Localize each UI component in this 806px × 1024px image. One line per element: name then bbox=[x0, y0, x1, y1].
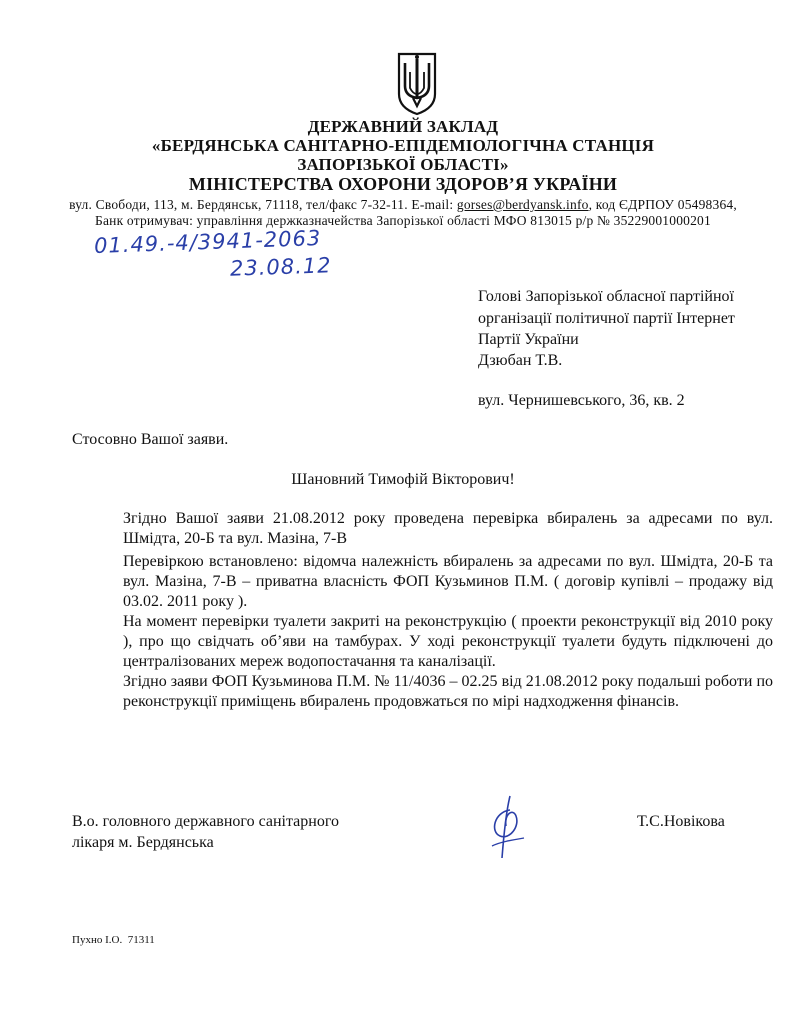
executor-name: Пухно І.О. bbox=[72, 934, 123, 946]
signatory-title-line-1: В.о. головного державного санітарного bbox=[72, 813, 339, 830]
paragraph-1 bbox=[85, 509, 773, 549]
paragraph-3 bbox=[85, 612, 773, 672]
recipient-line-3: Партії України bbox=[478, 331, 579, 348]
executor-line bbox=[72, 934, 155, 946]
paragraph-4 bbox=[85, 672, 773, 712]
registration-date: 23.08.12 bbox=[229, 253, 332, 281]
institution-type: ДЕРЖАВНИЙ ЗАКЛАД bbox=[307, 117, 499, 136]
signatory-title-line-2: лікаря м. Бердянська bbox=[72, 834, 214, 851]
recipient-name: Дзюбан Т.В. bbox=[478, 352, 563, 369]
subject-line: Стосовно Вашої заяви. bbox=[72, 431, 229, 448]
institution-name: «БЕРДЯНСЬКА САНІТАРНО-ЕПІДЕМІОЛОГІЧНА СТАНЦІЯ bbox=[151, 136, 655, 155]
paragraph-1-text: Згідно Вашої заяви 21.08.2012 року проведена перевірка вбиралень за адресами по вул. Шмідта, 20-Б та вул. Мазіна, 7-В bbox=[123, 510, 773, 547]
salutation: Шановний Тимофій Вікторович! bbox=[291, 471, 515, 488]
signatory-name: Т.С.Новікова bbox=[637, 813, 725, 830]
paragraph-2 bbox=[85, 552, 773, 612]
email-link[interactable]: gorses@berdyansk.info bbox=[456, 197, 589, 212]
paragraph-3-text: На момент перевірки туалети закриті на реконструкцію ( проекти реконструкції від 2010 року ), про що свідчать об’яви на тамбурах. У ході реконструкції туалети будуть підключені до централізованих мереж водопостачання та каналізації. bbox=[123, 613, 773, 670]
recipient-line-2: організації політичної партії Інтернет bbox=[478, 310, 735, 327]
paragraph-4-text: Згідно заяви ФОП Кузьминова П.М. № 11/4036 – 02.25 від 21.08.2012 року подальші роботи по реконструкції приміщень вбиралень продовжаться по мірі надходження фінансів. bbox=[123, 673, 773, 710]
executor-phone: 71311 bbox=[127, 934, 155, 946]
trident-coat-of-arms-icon bbox=[395, 50, 439, 116]
paragraph-2-text: Перевіркою встановлено: відомча належність вбиралень за адресами по вул. Шмідта, 20-Б та вул. Мазіна, 7-В – приватна власність ФОП Кузьминов П.М. ( договір купівлі – продажу від 03.02. 2011 року ). bbox=[123, 553, 773, 610]
ministry-name: МІНІСТЕРСТВА ОХОРОНИ ЗДОРОВ’Я УКРАЇНИ bbox=[188, 174, 618, 194]
address-prefix: вул. Свободи, 113, м. Бердянськ, 71118, тел/факс 7-32-11. E-mail: bbox=[69, 197, 457, 212]
recipient-address: вул. Чернишевського, 36, кв. 2 bbox=[478, 392, 685, 409]
institution-region: ЗАПОРІЗЬКОЇ ОБЛАСТІ» bbox=[297, 155, 509, 174]
address-suffix: , код ЄДРПОУ 05498364, bbox=[588, 197, 737, 212]
registration-number: 01.49.-4/3941-2063 bbox=[93, 226, 322, 258]
address-line bbox=[0, 197, 806, 213]
bank-line: Банк отримувач: управління держказначейства Запорізької області МФО 813015 р/р № 35229001000201 bbox=[95, 213, 711, 228]
handwritten-signature bbox=[480, 792, 540, 862]
recipient-line-1: Голові Запорізької обласної партійної bbox=[478, 288, 734, 305]
